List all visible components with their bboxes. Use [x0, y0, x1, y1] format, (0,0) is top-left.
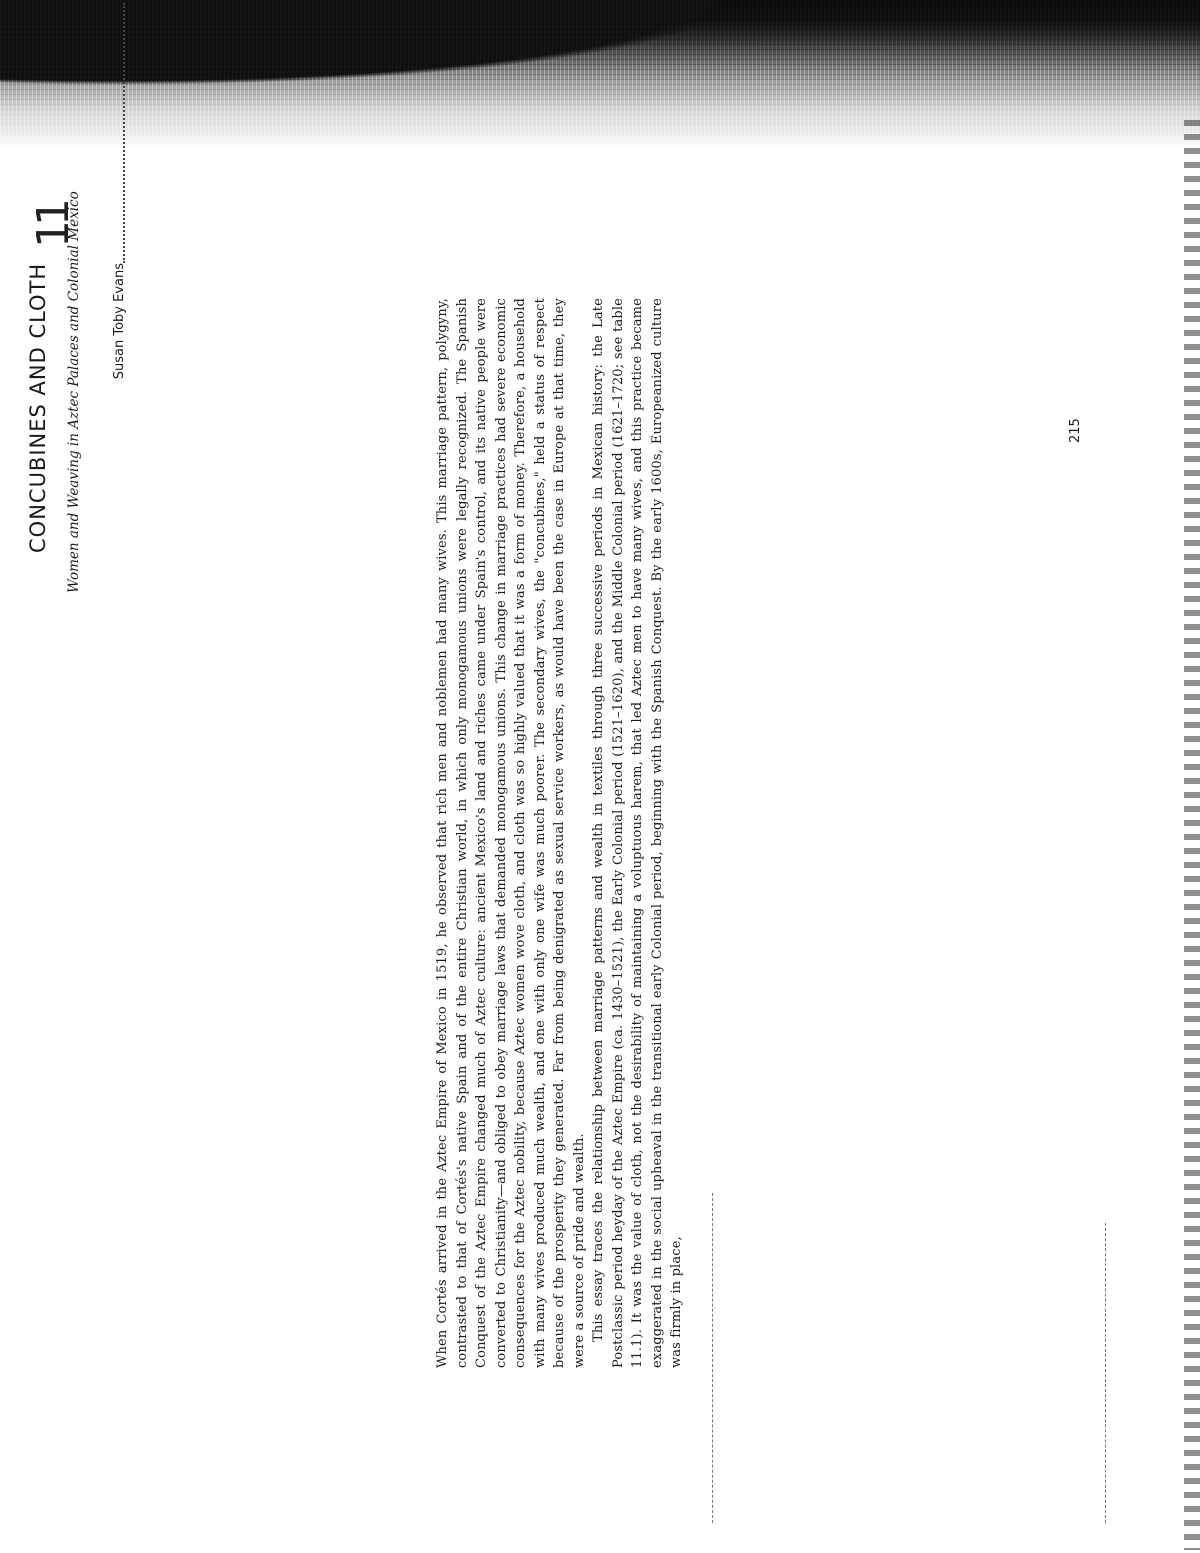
author-name: Susan Toby Evans	[112, 263, 127, 380]
paragraph: When Cortés arrived in the Aztec Empire of Mexico in 1519, he observed that rich men and noblemen had many wives. This marriage pattern, polygyny, contrasted to that of Cortés's native Spain and of the entire Christian world, in which only monogamous unions were legally recognized. The Spanish Conquest of the Aztec Empire changed much of Aztec culture: ancient Mexico's land and riches came under Spain's control, and its native people were converted to Christianity—and obliged to obey marriage laws that demanded monogamous unions. This change in marriage practices had severe economic consequences for the Aztec nobility, because Aztec women wove cloth, and cloth was so highly valued that it was a form of money. Therefore, a household with many wives produced much wealth, and one with only one wife was much poorer. The secondary wives, the "concubines," held a status of respect because of the prosperity they generated. Far from being denigrated as sexual service workers, as would have been the case in Europe at that time, they were a source of pride and wealth.	[435, 298, 587, 1368]
body-text	[433, 298, 687, 1368]
scan-rule-line	[712, 1193, 713, 1523]
chapter-number-rule	[123, 3, 125, 263]
chapter-subtitle: Women and Weaving in Aztec Palaces and Colonial Mexico	[66, 191, 82, 593]
chapter-title: CONCUBINES AND CLOTH	[26, 262, 50, 553]
paragraph: This essay traces the relationship between marriage patterns and wealth in textiles through three successive periods in Mexican history: the Late Postclassic period heyday of the Aztec Empire (ca. 1430–1521), the Early Colonial period (1521–1620), and the Middle Colonial period (1621–1720; see table 11.1). It was the value of cloth, not the desirability of maintaining a voluptuous harem, that led Aztec men to have many wives, and this practice became exaggerated in the social upheaval in the transitional early Colonial period, beginning with the Spanish Conquest. By the early 1600s, Europeanized culture was firmly in place,	[591, 298, 684, 1368]
chapter-number: 11	[28, 204, 79, 248]
page-number: 215	[1068, 418, 1083, 443]
scan-rule-line	[1105, 1223, 1106, 1523]
